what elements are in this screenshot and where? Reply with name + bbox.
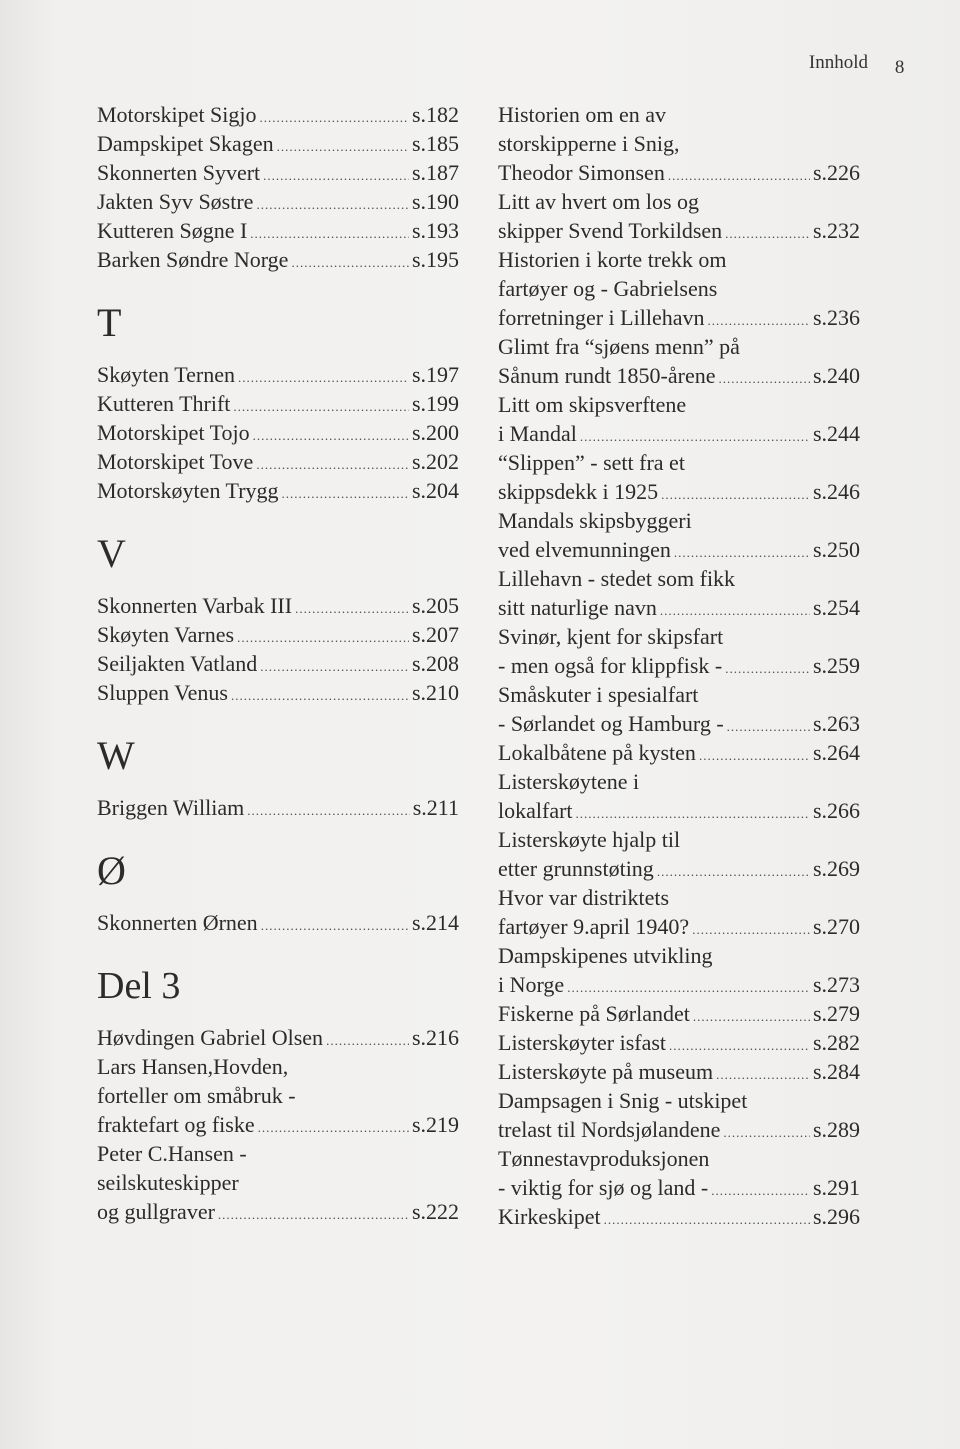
- toc-entry: [97, 100, 459, 129]
- toc-entry-title: Dampskipet Skagen: [97, 131, 274, 156]
- dot-leader: [723, 1118, 810, 1144]
- toc-entry-title: forteller om småbruk -: [97, 1083, 296, 1108]
- toc-entry: [498, 912, 860, 941]
- section-letter-o-slash: Ø: [97, 848, 126, 893]
- toc-entry-page: s.202: [411, 449, 459, 474]
- toc-entry: [498, 187, 860, 216]
- toc-entry-title: Litt av hvert om los og: [498, 189, 700, 214]
- toc-entry-title: Motorskøyten Trygg: [97, 478, 279, 503]
- toc-entry: [97, 476, 459, 505]
- toc-entry-page: s.199: [411, 391, 459, 416]
- toc-entry: [498, 883, 860, 912]
- toc-entry: [97, 389, 459, 418]
- toc-entry-page: s.210: [411, 680, 459, 705]
- dot-leader: [580, 422, 810, 448]
- toc-entry-page: s.284: [812, 1059, 860, 1084]
- dot-leader: [326, 1026, 409, 1052]
- dot-leader: [256, 190, 408, 216]
- toc-group-w: [97, 793, 459, 822]
- toc-entry: [498, 274, 860, 303]
- toc-entry: [498, 477, 860, 506]
- toc-entry-title: Seiljakten Vatland: [97, 651, 258, 676]
- toc-entry: [498, 941, 860, 970]
- toc-entry: [498, 767, 860, 796]
- toc-entry-title: Hvor var distriktets: [498, 885, 670, 910]
- dot-leader: [669, 1031, 810, 1057]
- toc-group-del-3: [97, 1023, 459, 1226]
- toc-entry: [97, 216, 459, 245]
- toc-entry-title: Historien i korte trekk om: [498, 247, 727, 272]
- toc-entry-page: s.182: [411, 102, 459, 127]
- toc-entry-title: fraktefart og fiske: [97, 1112, 255, 1137]
- toc-entry: [97, 447, 459, 476]
- toc-entry-title: fartøyer 9.april 1940?: [498, 914, 690, 939]
- toc-entry-title: etter grunnstøting: [498, 856, 654, 881]
- dot-leader: [295, 594, 409, 620]
- toc-entry: [498, 506, 860, 535]
- toc-entry-page: s.289: [812, 1117, 860, 1142]
- dot-leader: [291, 248, 409, 274]
- toc-entry-title: Peter C.Hansen -: [97, 1141, 247, 1166]
- toc-entry-title: Lars Hansen,Hovden,: [97, 1054, 289, 1079]
- toc-entry: [498, 999, 860, 1028]
- toc-entry-title: Tønnestavproduksjonen: [498, 1146, 710, 1171]
- dot-leader: [657, 857, 810, 883]
- dot-leader: [258, 1113, 409, 1139]
- toc-entry: [97, 793, 459, 822]
- toc-entry: [97, 1197, 459, 1226]
- toc-entry: [498, 796, 860, 825]
- toc-entry-title: Skonnerten Syvert: [97, 160, 261, 185]
- toc-entry: [498, 303, 860, 332]
- dot-leader: [253, 421, 409, 447]
- dot-leader: [282, 479, 409, 505]
- dot-leader: [719, 364, 810, 390]
- toc-entry-page: s.193: [411, 218, 459, 243]
- toc-entry-title: Skonnerten Ørnen: [97, 910, 258, 935]
- toc-entry: [97, 187, 459, 216]
- toc-entry-title: Historien om en av: [498, 102, 667, 127]
- toc-entry: [498, 1144, 860, 1173]
- toc-entry: [498, 158, 860, 187]
- toc-entry-title: lokalfart: [498, 798, 573, 823]
- toc-entry-page: s.187: [411, 160, 459, 185]
- toc-entry: [97, 129, 459, 158]
- toc-entry-page: s.190: [411, 189, 459, 214]
- dot-leader: [250, 219, 409, 245]
- dot-leader: [707, 306, 809, 332]
- toc-entry: [97, 908, 459, 937]
- toc-entry-title: ved elvemunningen: [498, 537, 671, 562]
- dot-leader: [668, 161, 810, 187]
- toc-entry: [498, 361, 860, 390]
- part-heading-del-3: Del 3: [97, 965, 181, 1007]
- toc-entry: [498, 593, 860, 622]
- toc-entry: [498, 1086, 860, 1115]
- toc-entry-title: fartøyer og - Gabrielsens: [498, 276, 718, 301]
- dot-leader: [260, 103, 409, 129]
- dot-leader: [238, 363, 409, 389]
- toc-entry: [498, 245, 860, 274]
- toc-entry-page: s.207: [411, 622, 459, 647]
- toc-entry-title: skippsdekk i 1925: [498, 479, 659, 504]
- toc-entry-title: Mandals skipsbyggeri: [498, 508, 692, 533]
- dot-leader: [567, 973, 810, 999]
- toc-entry-title: Kutteren Thrift: [97, 391, 231, 416]
- toc-entry-title: Listerskøyte på museum: [498, 1059, 714, 1084]
- dot-leader: [247, 796, 410, 822]
- dot-leader: [256, 450, 409, 476]
- toc-entry: [498, 680, 860, 709]
- toc-entry: [498, 738, 860, 767]
- dot-leader: [661, 480, 810, 506]
- dot-leader: [260, 652, 409, 678]
- toc-entry: [498, 970, 860, 999]
- toc-entry-title: skipper Svend Torkildsen: [498, 218, 723, 243]
- toc-entry: [97, 620, 459, 649]
- dot-leader: [218, 1200, 409, 1226]
- toc-entry-title: Motorskipet Tove: [97, 449, 254, 474]
- toc-entry-title: Theodor Simonsen: [498, 160, 665, 185]
- toc-entry: [498, 1057, 860, 1086]
- section-letter-t: T: [97, 300, 122, 345]
- toc-entry-title: Motorskipet Tojo: [97, 420, 250, 445]
- toc-entry-page: s.195: [411, 247, 459, 272]
- toc-entry: [498, 564, 860, 593]
- toc-group-o-slash: [97, 908, 459, 937]
- toc-entry-title: storskipperne i Snig,: [498, 131, 680, 156]
- toc-entry-title: - men også for klippfisk -: [498, 653, 723, 678]
- toc-entry-title: Glimt fra “sjøens menn” på: [498, 334, 740, 359]
- toc-entry: [97, 1023, 459, 1052]
- toc-entry-page: s.214: [411, 910, 459, 935]
- toc-entry: [498, 332, 860, 361]
- toc-entry: [498, 1115, 860, 1144]
- toc-entry: [498, 1173, 860, 1202]
- dot-leader: [233, 392, 409, 418]
- toc-group-s: [97, 100, 459, 274]
- toc-entry: [97, 1081, 459, 1110]
- toc-entry-title: i Mandal: [498, 421, 577, 446]
- toc-entry: [498, 651, 860, 680]
- toc-entry: [498, 622, 860, 651]
- toc-entry-title: “Slippen” - sett fra et: [498, 450, 685, 475]
- toc-entry: [97, 649, 459, 678]
- dot-leader: [727, 712, 810, 738]
- toc-entry: [97, 1139, 459, 1168]
- toc-entry-page: s.259: [812, 653, 860, 678]
- toc-entry-title: Sånum rundt 1850-årene: [498, 363, 716, 388]
- dot-leader: [231, 681, 409, 707]
- toc-entry-title: Briggen William: [97, 795, 245, 820]
- toc-entry-title: - Sørlandet og Hamburg -: [498, 711, 724, 736]
- toc-entry: [498, 854, 860, 883]
- toc-entry-title: - viktig for sjø og land -: [498, 1175, 709, 1200]
- toc-entry-page: s.219: [411, 1112, 459, 1137]
- toc-entry-title: Småskuter i spesialfart: [498, 682, 699, 707]
- toc-entry-title: Dampskipenes utvikling: [498, 943, 713, 968]
- toc-entry-page: s.266: [812, 798, 860, 823]
- toc-entry-page: s.296: [812, 1204, 860, 1229]
- toc-entry-title: Jakten Syv Søstre: [97, 189, 254, 214]
- toc-entry: [498, 419, 860, 448]
- toc-entry-title: Lillehavn - stedet som fikk: [498, 566, 736, 591]
- toc-entry: [498, 1028, 860, 1057]
- toc-entry: [97, 245, 459, 274]
- toc-entry-page: s.270: [812, 914, 860, 939]
- running-header: [808, 52, 905, 78]
- toc-entry-title: seilskuteskipper: [97, 1170, 239, 1195]
- dot-leader: [699, 741, 810, 767]
- dot-leader: [277, 132, 409, 158]
- toc-entry: [97, 591, 459, 620]
- toc-entry-page: s.236: [812, 305, 860, 330]
- toc-left-column: [97, 100, 459, 1226]
- toc-entry-title: Listerskøyter isfast: [498, 1030, 667, 1055]
- toc-entry: [97, 1168, 459, 1197]
- toc-entry: [97, 158, 459, 187]
- dot-leader: [237, 623, 409, 649]
- toc-entry-title: Motorskipet Sigjo: [97, 102, 257, 127]
- toc-entry-title: Skøyten Ternen: [97, 362, 235, 387]
- toc-entry: [498, 825, 860, 854]
- toc-entry-page: s.264: [812, 740, 860, 765]
- toc-entry: [97, 418, 459, 447]
- toc-entry-page: s.282: [812, 1030, 860, 1055]
- toc-entry-page: s.291: [812, 1175, 860, 1200]
- toc-entry-page: s.273: [812, 972, 860, 997]
- toc-entry-title: Fiskerne på Sørlandet: [498, 1001, 690, 1026]
- toc-entry: [97, 1052, 459, 1081]
- toc-entry: [97, 678, 459, 707]
- page-number: 8: [894, 57, 905, 78]
- dot-leader: [692, 915, 810, 941]
- dot-leader: [711, 1176, 810, 1202]
- toc-entry-page: s.246: [812, 479, 860, 504]
- toc-entry-title: Lokalbåtene på kysten: [498, 740, 696, 765]
- dot-leader: [725, 654, 810, 680]
- toc-entry-page: s.216: [411, 1025, 459, 1050]
- toc-entry-page: s.250: [812, 537, 860, 562]
- toc-entry: [97, 1110, 459, 1139]
- toc-entry: [498, 216, 860, 245]
- toc-group-right: [498, 100, 860, 1231]
- toc-entry: [498, 448, 860, 477]
- toc-entry-page: s.205: [411, 593, 459, 618]
- toc-entry-page: s.204: [411, 478, 459, 503]
- toc-entry-title: Svinør, kjent for skipsfart: [498, 624, 724, 649]
- toc-entry: [498, 100, 860, 129]
- toc-right-column: [498, 100, 860, 1231]
- toc-entry-title: Dampsagen i Snig - utskipet: [498, 1088, 748, 1113]
- dot-leader: [660, 596, 810, 622]
- dot-leader: [716, 1060, 810, 1086]
- toc-entry-title: Barken Søndre Norge: [97, 247, 289, 272]
- toc-entry-page: s.200: [411, 420, 459, 445]
- toc-entry-title: i Norge: [498, 972, 565, 997]
- toc-entry-page: s.232: [812, 218, 860, 243]
- dot-leader: [693, 1002, 810, 1028]
- toc-entry-page: s.222: [411, 1199, 459, 1224]
- toc-entry-page: s.197: [411, 362, 459, 387]
- toc-entry-title: Listerskøytene i: [498, 769, 640, 794]
- dot-leader: [263, 161, 409, 187]
- toc-group-v: [97, 591, 459, 707]
- toc-entry-title: Litt om skipsverftene: [498, 392, 687, 417]
- toc-entry-title: Skonnerten Varbak III: [97, 593, 293, 618]
- toc-entry-page: s.240: [812, 363, 860, 388]
- toc-entry-page: s.185: [411, 131, 459, 156]
- dot-leader: [576, 799, 810, 825]
- toc-entry-page: s.244: [812, 421, 860, 446]
- header-title: Innhold: [808, 52, 868, 73]
- section-letter-w: W: [97, 733, 135, 778]
- toc-entry-page: s.279: [812, 1001, 860, 1026]
- toc-entry-title: Kirkeskipet: [498, 1204, 601, 1229]
- toc-entry-title: forretninger i Lillehavn: [498, 305, 705, 330]
- toc-entry-title: Listerskøyte hjalp til: [498, 827, 681, 852]
- toc-entry-title: trelast til Nordsjølandene: [498, 1117, 721, 1142]
- toc-entry-page: s.211: [412, 795, 459, 820]
- toc-entry: [498, 535, 860, 564]
- toc-entry-page: s.208: [411, 651, 459, 676]
- toc-entry-title: Kutteren Søgne I: [97, 218, 248, 243]
- section-letter-v: V: [97, 531, 126, 576]
- toc-entry-page: s.254: [812, 595, 860, 620]
- toc-entry-title: og gullgraver: [97, 1199, 215, 1224]
- dot-leader: [261, 911, 409, 937]
- toc-entry-title: Høvdingen Gabriel Olsen: [97, 1025, 324, 1050]
- dot-leader: [725, 219, 810, 245]
- toc-entry-page: s.226: [812, 160, 860, 185]
- toc-entry-page: s.269: [812, 856, 860, 881]
- toc-entry-title: Skøyten Varnes: [97, 622, 235, 647]
- toc-entry-page: s.263: [812, 711, 860, 736]
- toc-entry: [97, 360, 459, 389]
- toc-group-t: [97, 360, 459, 505]
- toc-entry: [498, 129, 860, 158]
- toc-entry: [498, 709, 860, 738]
- dot-leader: [604, 1205, 810, 1231]
- toc-entry: [498, 1202, 860, 1231]
- toc-entry: [498, 390, 860, 419]
- toc-entry-title: Sluppen Venus: [97, 680, 228, 705]
- toc-entry-title: sitt naturlige navn: [498, 595, 657, 620]
- dot-leader: [674, 538, 810, 564]
